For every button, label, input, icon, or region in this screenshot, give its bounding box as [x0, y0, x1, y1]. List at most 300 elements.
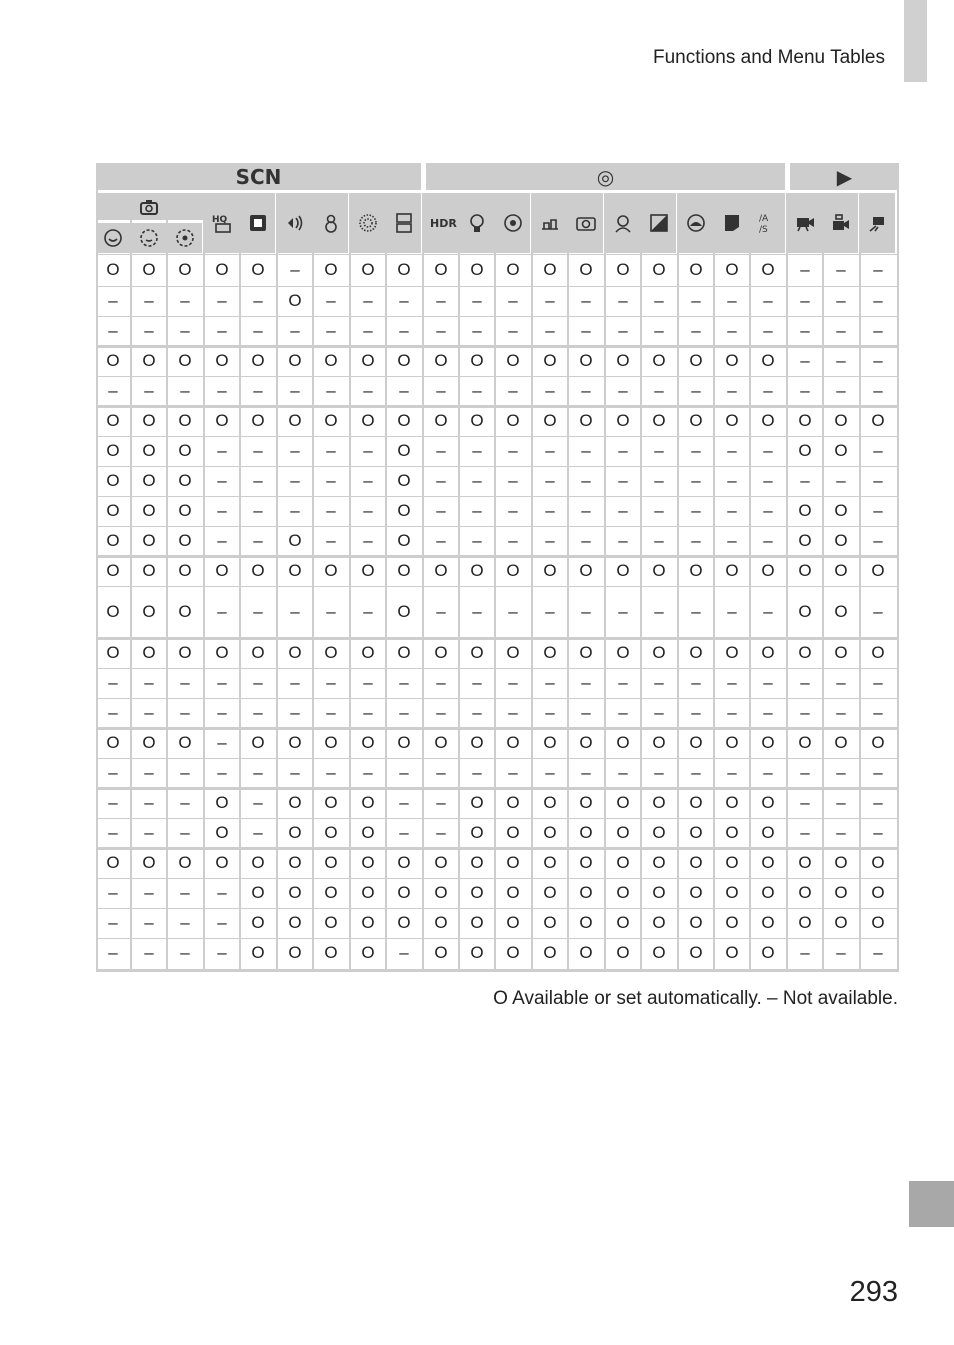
cell-value: –: [144, 913, 154, 932]
table-cell: [424, 377, 458, 405]
table-cell: [679, 437, 713, 465]
table-cell: [824, 437, 858, 465]
monochrome-icon: [648, 212, 670, 234]
table-cell: [606, 789, 640, 817]
table-cell: [460, 939, 494, 967]
table-cell: [751, 729, 785, 757]
cell-value: O: [689, 793, 703, 812]
table-cell: [788, 255, 822, 285]
cell-value: O: [361, 411, 375, 430]
table-cell: [96, 699, 130, 727]
table-cell: [606, 587, 640, 637]
row-separator: [96, 698, 899, 699]
table-cell: [205, 669, 239, 697]
column-header-poster: [715, 193, 749, 253]
table-cell: [679, 729, 713, 757]
cell-value: –: [363, 501, 373, 520]
cell-value: –: [873, 763, 883, 782]
cell-value: O: [178, 602, 192, 621]
cell-value: –: [581, 321, 591, 340]
table-cell: [424, 819, 458, 847]
cell-value: O: [470, 411, 484, 430]
cell-value: O: [178, 733, 192, 752]
table-cell: [751, 437, 785, 465]
cell-value: O: [652, 823, 666, 842]
cell-value: –: [508, 291, 518, 310]
cell-value: –: [399, 381, 409, 400]
table-cell: [679, 317, 713, 345]
table-cell: [861, 909, 895, 937]
cell-value: –: [763, 441, 773, 460]
cell-value: –: [873, 321, 883, 340]
cell-value: O: [798, 733, 812, 752]
cell-value: O: [689, 351, 703, 370]
table-cell: [496, 909, 530, 937]
table-cell: [351, 527, 385, 555]
table-cell: [569, 729, 603, 757]
table-cell: [96, 759, 130, 787]
table-cell: [132, 759, 166, 787]
fireworks-icon: [357, 212, 379, 234]
table-cell: [351, 819, 385, 847]
table-cell: [788, 879, 822, 907]
table-cell: [642, 939, 676, 967]
table-cell: [351, 639, 385, 667]
page-number: 293: [849, 1276, 898, 1308]
cell-value: O: [251, 913, 265, 932]
table-cell: [533, 587, 567, 637]
cell-value: O: [543, 823, 557, 842]
column-separator: [859, 193, 861, 972]
cell-value: O: [725, 883, 739, 902]
cell-value: –: [472, 602, 482, 621]
column-separator: [276, 193, 278, 972]
cell-value: –: [873, 703, 883, 722]
cell-value: –: [363, 602, 373, 621]
table-cell: [496, 789, 530, 817]
cell-value: O: [251, 733, 265, 752]
table-cell: [861, 729, 895, 757]
table-cell: [715, 377, 749, 405]
table-cell: [824, 759, 858, 787]
cell-value: O: [798, 883, 812, 902]
cell-value: O: [397, 853, 411, 872]
table-cell: [168, 729, 202, 757]
table-cell: [241, 497, 275, 525]
table-cell: [96, 879, 130, 907]
cell-value: O: [652, 793, 666, 812]
group-header-movie: [790, 163, 899, 190]
cell-value: O: [434, 883, 448, 902]
table-cell: [824, 879, 858, 907]
table-cell: [387, 587, 421, 637]
table-cell: [132, 669, 166, 697]
table-cell: [241, 287, 275, 315]
cell-value: O: [324, 913, 338, 932]
cell-value: –: [581, 381, 591, 400]
table-cell: [278, 347, 312, 375]
cell-value: –: [472, 703, 482, 722]
cell-value: O: [324, 733, 338, 752]
cell-value: –: [326, 471, 336, 490]
cell-value: –: [436, 381, 446, 400]
cell-value: O: [470, 561, 484, 580]
column-header-fisheye: [496, 193, 530, 253]
table-cell: [314, 759, 348, 787]
cell-value: O: [142, 602, 156, 621]
table-cell: [861, 317, 895, 345]
cell-value: O: [470, 883, 484, 902]
table-cell: [205, 497, 239, 525]
cell-value: O: [106, 531, 120, 550]
cell-value: –: [727, 501, 737, 520]
cell-value: –: [436, 793, 446, 812]
cell-value: O: [761, 351, 775, 370]
cell-value: O: [288, 913, 302, 932]
table-cell: [387, 407, 421, 435]
table-cell: [424, 909, 458, 937]
table-cell: [679, 407, 713, 435]
table-cell: [387, 377, 421, 405]
cell-value: O: [543, 853, 557, 872]
cell-value: O: [689, 943, 703, 962]
cell-value: –: [217, 602, 227, 621]
cell-value: –: [763, 381, 773, 400]
cell-value: –: [253, 763, 263, 782]
table-cell: [460, 557, 494, 585]
table-cell: [314, 377, 348, 405]
table-cell: [861, 669, 895, 697]
cell-value: –: [800, 673, 810, 692]
cell-value: O: [579, 793, 593, 812]
table-cell: [351, 317, 385, 345]
cell-value: –: [290, 260, 300, 279]
column-separator: [822, 193, 824, 972]
table-cell: [533, 557, 567, 585]
table-cell: [278, 729, 312, 757]
cell-value: O: [397, 411, 411, 430]
cell-value: –: [180, 793, 190, 812]
cell-value: O: [652, 351, 666, 370]
cell-value: –: [290, 673, 300, 692]
table-cell: [424, 557, 458, 585]
table-cell: [424, 437, 458, 465]
cell-value: O: [288, 853, 302, 872]
table-cell: [96, 819, 130, 847]
table-border-left: [96, 163, 98, 972]
table-cell: [824, 639, 858, 667]
cell-value: O: [543, 351, 557, 370]
table-cell: [751, 849, 785, 877]
table-cell: [205, 467, 239, 495]
cell-value: –: [144, 321, 154, 340]
cell-value: –: [508, 531, 518, 550]
table-cell: [861, 527, 895, 555]
cell-value: O: [506, 351, 520, 370]
cell-value: O: [871, 411, 885, 430]
table-cell: [715, 729, 749, 757]
table-cell: [751, 407, 785, 435]
cell-value: –: [144, 703, 154, 722]
cell-value: O: [579, 943, 593, 962]
table-cell: [205, 437, 239, 465]
table-cell: [278, 287, 312, 315]
table-cell: [351, 849, 385, 877]
cell-value: –: [436, 673, 446, 692]
table-cell: [96, 467, 130, 495]
table-cell: [496, 527, 530, 555]
cell-value: –: [180, 381, 190, 400]
cell-value: O: [579, 733, 593, 752]
table-cell: [824, 669, 858, 697]
table-cell: [642, 287, 676, 315]
table-cell: [496, 849, 530, 877]
table-cell: [278, 317, 312, 345]
table-cell: [788, 557, 822, 585]
table-cell: [96, 557, 130, 585]
cell-value: –: [873, 602, 883, 621]
table-cell: [751, 377, 785, 405]
table-cell: [569, 699, 603, 727]
table-cell: [424, 669, 458, 697]
table-cell: [96, 347, 130, 375]
table-cell: [642, 909, 676, 937]
table-cell: [314, 317, 348, 345]
table-cell: [642, 437, 676, 465]
table-cell: [751, 669, 785, 697]
cell-value: –: [253, 291, 263, 310]
table-cell: [314, 255, 348, 285]
table-cell: [606, 287, 640, 315]
table-legend: O Available or set automatically. – Not available.: [493, 988, 898, 1009]
table-cell: [824, 587, 858, 637]
table-cell: [460, 407, 494, 435]
handheld-night-icon: [247, 212, 269, 234]
table-cell: [861, 467, 895, 495]
table-cell: [496, 879, 530, 907]
cell-value: –: [472, 471, 482, 490]
cell-value: O: [397, 441, 411, 460]
table-cell: [496, 255, 530, 285]
table-cell: [642, 789, 676, 817]
table-cell: [168, 939, 202, 967]
svg-text:HDR: HDR: [430, 217, 457, 230]
table-cell: [460, 909, 494, 937]
table-cell: [314, 287, 348, 315]
group-header-scn: [96, 163, 421, 190]
table-cell: [861, 849, 895, 877]
table-cell: [168, 789, 202, 817]
fisheye-icon: [502, 212, 524, 234]
table-cell: [606, 557, 640, 585]
column-header-toy-camera: [569, 193, 603, 253]
cell-value: O: [215, 351, 229, 370]
table-cell: [424, 587, 458, 637]
cell-value: O: [506, 823, 520, 842]
cell-value: –: [326, 703, 336, 722]
hdr-icon: [430, 212, 457, 234]
cell-value: –: [180, 291, 190, 310]
table-cell: [314, 939, 348, 967]
cell-value: O: [543, 733, 557, 752]
movie-icon: [794, 212, 816, 234]
table-cell: [205, 849, 239, 877]
table-cell: [314, 849, 348, 877]
cell-value: –: [144, 673, 154, 692]
table-cell: [824, 527, 858, 555]
table-cell: [715, 639, 749, 667]
table-cell: [496, 819, 530, 847]
table-cell: [96, 317, 130, 345]
table-cell: [715, 557, 749, 585]
cell-value: –: [654, 673, 664, 692]
cell-value: O: [798, 411, 812, 430]
table-cell: [679, 909, 713, 937]
cell-value: O: [251, 351, 265, 370]
table-cell: [715, 587, 749, 637]
table-cell: [460, 437, 494, 465]
cell-value: –: [144, 763, 154, 782]
cell-value: –: [436, 602, 446, 621]
table-cell: [533, 497, 567, 525]
cell-value: O: [288, 883, 302, 902]
cell-value: O: [871, 643, 885, 662]
table-cell: [241, 317, 275, 345]
table-cell: [824, 699, 858, 727]
table-cell: [824, 849, 858, 877]
table-cell: [679, 939, 713, 967]
table-cell: [861, 377, 895, 405]
table-cell: [168, 255, 202, 285]
cell-value: –: [691, 703, 701, 722]
table-border-right: [897, 163, 899, 972]
column-separator: [130, 193, 132, 972]
cell-value: O: [397, 883, 411, 902]
cell-value: –: [836, 351, 846, 370]
cell-value: O: [470, 793, 484, 812]
table-cell: [606, 497, 640, 525]
table-cell: [96, 909, 130, 937]
cell-value: –: [727, 673, 737, 692]
table-cell: [715, 287, 749, 315]
cell-value: O: [834, 853, 848, 872]
cell-value: –: [508, 501, 518, 520]
group-label-creative: ◎: [596, 164, 615, 189]
table-cell: [715, 407, 749, 435]
table-cell: [132, 879, 166, 907]
table-cell: [533, 879, 567, 907]
table-cell: [241, 669, 275, 697]
cell-value: O: [506, 260, 520, 279]
table-cell: [715, 255, 749, 285]
cell-value: –: [363, 321, 373, 340]
cell-value: O: [543, 643, 557, 662]
hq-burst-icon: [211, 212, 233, 234]
table-cell: [387, 669, 421, 697]
table-cell: [205, 255, 239, 285]
table-cell: [861, 587, 895, 637]
table-cell: [460, 347, 494, 375]
cell-value: –: [545, 703, 555, 722]
table-cell: [387, 729, 421, 757]
cell-value: O: [761, 643, 775, 662]
cell-value: O: [579, 561, 593, 580]
table-cell: [278, 527, 312, 555]
cell-value: –: [144, 793, 154, 812]
cell-value: –: [217, 531, 227, 550]
table-cell: [642, 347, 676, 375]
table-cell: [387, 527, 421, 555]
table-cell: [606, 437, 640, 465]
cell-value: O: [725, 823, 739, 842]
cell-value: –: [436, 501, 446, 520]
cell-value: –: [581, 441, 591, 460]
table-cell: [424, 255, 458, 285]
table-cell: [132, 407, 166, 435]
cell-value: O: [434, 643, 448, 662]
table-cell: [788, 407, 822, 435]
cell-value: O: [470, 853, 484, 872]
cell-value: –: [363, 673, 373, 692]
cell-value: –: [800, 793, 810, 812]
cell-value: O: [106, 602, 120, 621]
cell-value: –: [108, 703, 118, 722]
table-cell: [132, 699, 166, 727]
table-cell: [314, 467, 348, 495]
column-header-underwater: [278, 193, 312, 253]
table-cell: [788, 347, 822, 375]
table-cell: [351, 729, 385, 757]
cell-value: –: [399, 321, 409, 340]
column-separator: [422, 193, 424, 972]
table-cell: [96, 849, 130, 877]
table-cell: [205, 759, 239, 787]
cell-value: O: [106, 501, 120, 520]
cell-value: O: [324, 793, 338, 812]
cell-value: –: [290, 501, 300, 520]
table-cell: [824, 909, 858, 937]
table-cell: [861, 789, 895, 817]
column-separator: [458, 193, 460, 972]
cell-value: –: [290, 471, 300, 490]
cell-value: –: [691, 501, 701, 520]
table-cell: [715, 879, 749, 907]
cell-value: O: [798, 531, 812, 550]
cell-value: O: [288, 561, 302, 580]
cell-value: O: [142, 531, 156, 550]
cell-value: O: [106, 853, 120, 872]
table-cell: [788, 909, 822, 937]
cell-value: O: [579, 260, 593, 279]
cell-value: –: [873, 823, 883, 842]
cell-value: O: [251, 643, 265, 662]
table-cell: [861, 699, 895, 727]
cell-value: –: [180, 823, 190, 842]
table-cell: [460, 879, 494, 907]
cell-value: –: [800, 351, 810, 370]
table-cell: [460, 527, 494, 555]
cell-value: O: [215, 793, 229, 812]
cell-value: –: [508, 441, 518, 460]
column-header-color-accent-swap: [751, 193, 785, 253]
cell-value: –: [581, 673, 591, 692]
table-cell: [387, 317, 421, 345]
table-cell: [314, 789, 348, 817]
table-cell: [314, 639, 348, 667]
table-cell: [715, 497, 749, 525]
table-cell: [241, 527, 275, 555]
table-cell: [278, 437, 312, 465]
